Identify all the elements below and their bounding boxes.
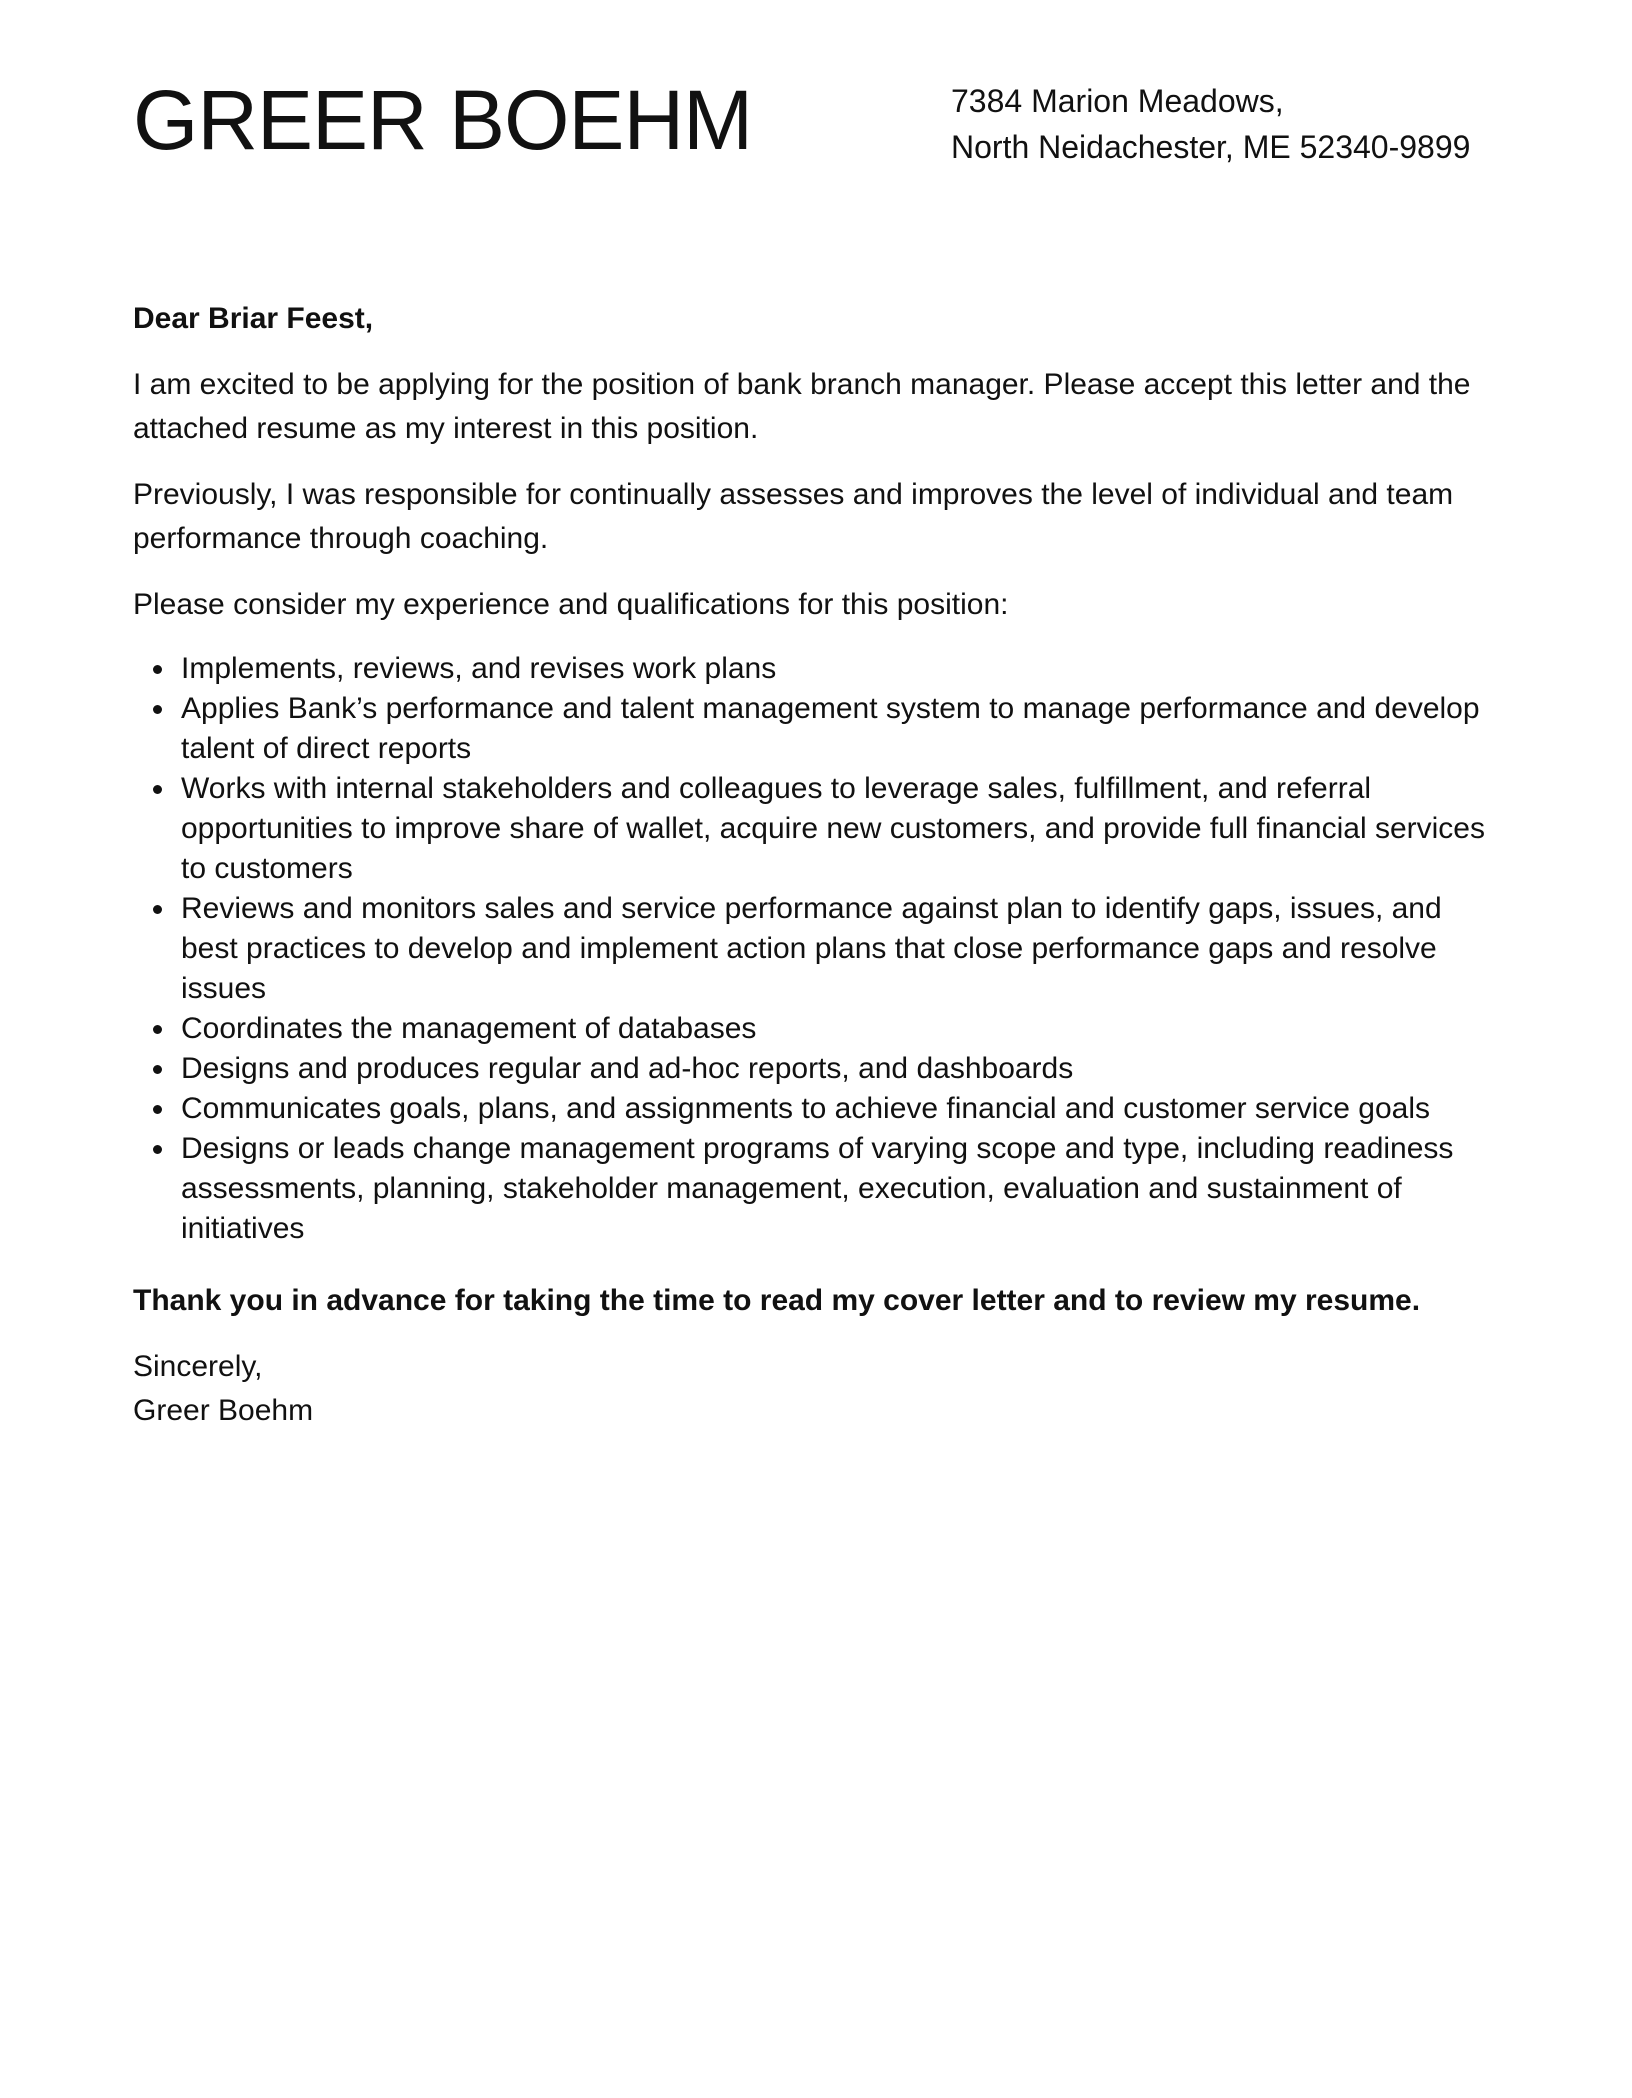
- signoff: Sincerely,: [133, 1350, 263, 1383]
- bullet-icon: [153, 1065, 162, 1074]
- bullet-icon: [153, 905, 162, 914]
- bullet-icon: [153, 1025, 162, 1034]
- list-item-text: Coordinates the management of databases: [181, 1012, 757, 1045]
- list-item: [181, 689, 1503, 769]
- qualifications-list: [133, 649, 1503, 1249]
- address-line-1: 7384 Marion Meadows,: [951, 83, 1284, 119]
- bullet-icon: [153, 1145, 162, 1154]
- list-item-text: Implements, reviews, and revises work plans: [181, 652, 777, 685]
- qualifications-intro: Please consider my experience and qualifications for this position:: [133, 588, 1009, 621]
- signoff-block: [133, 1345, 1503, 1433]
- list-item-text: Designs and produces regular and ad-hoc reports, and dashboards: [181, 1052, 1074, 1085]
- bullet-icon: [153, 665, 162, 674]
- list-item: [181, 889, 1503, 1009]
- signature-name: Greer Boehm: [133, 1394, 314, 1427]
- experience-paragraph: Previously, I was responsible for continually assesses and improves the level of individual and team performance through coaching.: [133, 478, 1454, 555]
- list-item: [181, 1129, 1503, 1249]
- bullet-icon: [153, 1105, 162, 1114]
- bullet-icon: [153, 785, 162, 794]
- intro-paragraph: I am excited to be applying for the position of bank branch manager. Please accept this letter and the attached resume as my interest in this position.: [133, 368, 1471, 445]
- sender-address: [951, 78, 1511, 170]
- list-item: [181, 649, 1503, 689]
- list-item-text: Works with internal stakeholders and colleagues to leverage sales, fulfillment, and referral opportunities to improve share of wallet, acquire new customers, and provide full financial services to customers: [181, 772, 1485, 885]
- list-item: [181, 1049, 1503, 1089]
- list-item-text: Reviews and monitors sales and service performance against plan to identify gaps, issues, and best practices to develop and implement action plans that close performance gaps and resolve issues: [181, 892, 1442, 1005]
- list-item-text: Designs or leads change management programs of varying scope and type, including readiness assessments, planning, stakeholder management, execution, evaluation and sustainment of initiatives: [181, 1132, 1454, 1245]
- list-item: [181, 1089, 1503, 1129]
- bullet-icon: [153, 705, 162, 714]
- sender-name: GREER BOEHM: [133, 73, 753, 167]
- closing-line: Thank you in advance for taking the time to read my cover letter and to review my resume.: [133, 1284, 1421, 1317]
- list-item: [181, 769, 1503, 889]
- list-item-text: Applies Bank’s performance and talent management system to manage performance and develop talent of direct reports: [181, 692, 1480, 765]
- list-item: [181, 1009, 1503, 1049]
- salutation: Dear Briar Feest,: [133, 302, 374, 335]
- address-line-2: North Neidachester, ME 52340-9899: [951, 129, 1471, 165]
- letter-body: [133, 297, 1503, 1433]
- list-item-text: Communicates goals, plans, and assignments to achieve financial and customer service goals: [181, 1092, 1430, 1125]
